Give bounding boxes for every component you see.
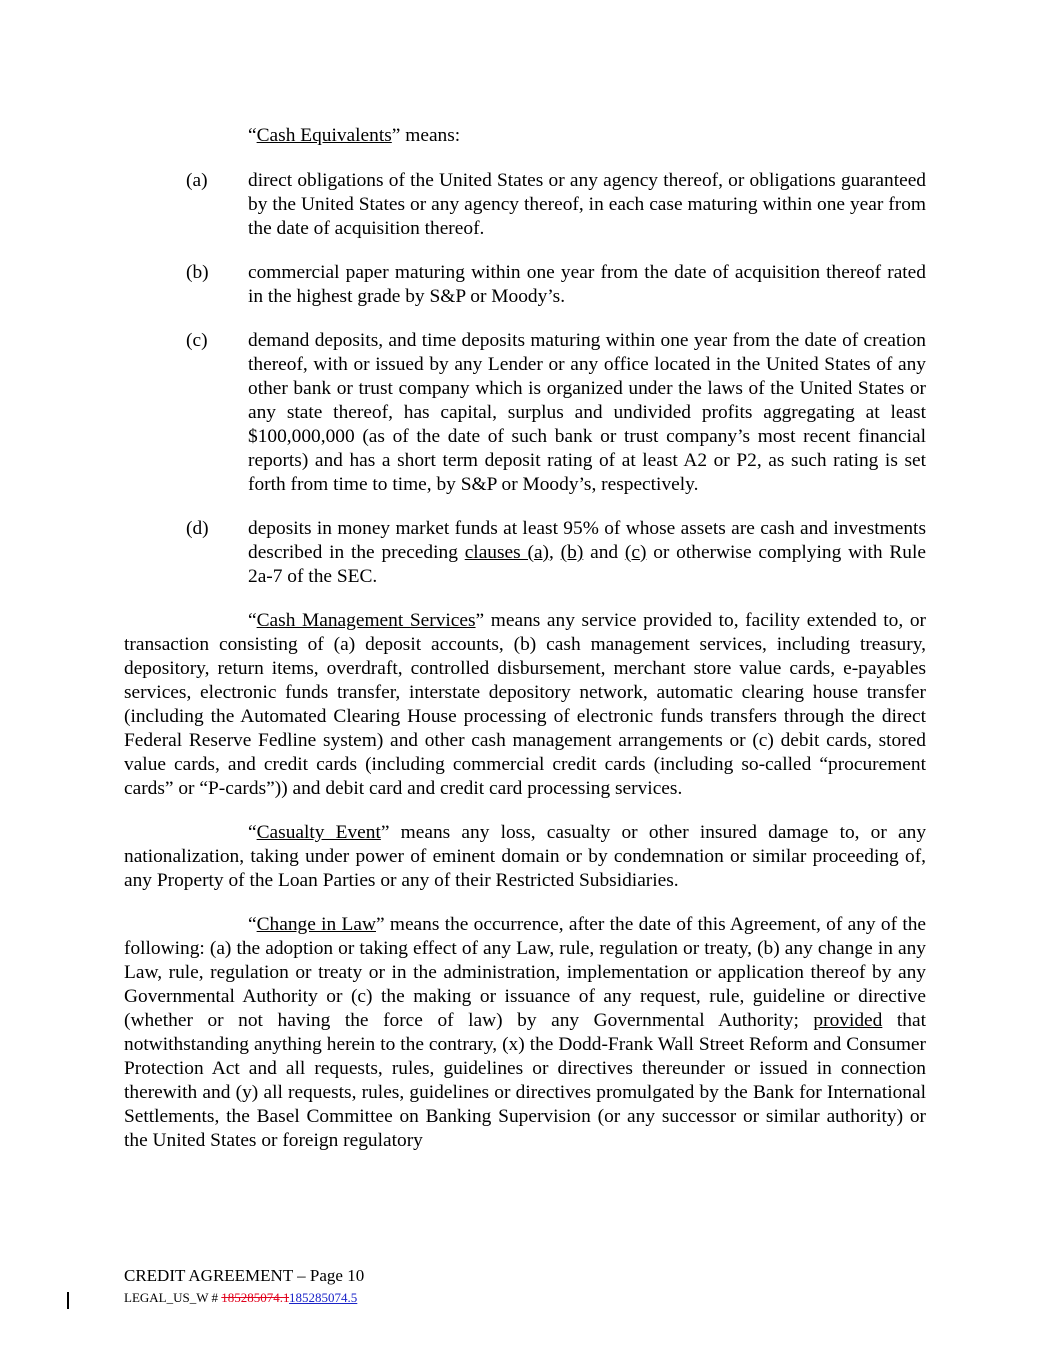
document-body — [124, 124, 926, 1173]
definition-intro: ” means: — [391, 125, 461, 146]
revision-change-bar — [67, 1292, 69, 1309]
document-id — [124, 1289, 364, 1307]
inserted-version: 185285074.5 — [289, 1290, 358, 1305]
open-quote: “ — [248, 822, 257, 843]
list-item — [124, 261, 926, 309]
open-quote: “ — [248, 914, 257, 935]
item-text: direct obligations of the United States or any agency thereof, or obligations guaranteed by the United States or any agency thereof, in each case maturing within one year from the date of acquisition thereof. — [248, 170, 926, 239]
item-label: (c) — [186, 330, 208, 351]
document-id-prefix: LEGAL_US_W # — [124, 1290, 222, 1305]
clause-reference: clauses (a) — [464, 542, 550, 563]
defined-term: Casualty Event — [256, 822, 381, 843]
item-text: deposits in money market funds at least 95% of whose assets are cash and investments described in the preceding — [248, 518, 926, 563]
item-label: (d) — [186, 518, 209, 539]
item-label: (a) — [186, 170, 208, 191]
definition-text: ” means the occurrence, after the date of this Agreement, of any of the following: (a) the adoption or taking effect of any Law, rule, regulation or treaty, (b) any change in any Law, rule, regulation or treaty or in the administration, implementation or application thereof by any Governmental Authority or (c) the making or issuance of any request, rule, guideline or directive (whether or not having the force of law) by any Governmental Authority; — [124, 914, 927, 1031]
definition-change-in-law — [124, 913, 926, 1153]
list-item — [124, 517, 926, 589]
provided-keyword: provided — [813, 1010, 883, 1031]
list-item — [124, 329, 926, 497]
definition-cash-management-services — [124, 609, 926, 801]
list-item — [124, 169, 926, 241]
definition-text: ” means any service provided to, facility extended to, or transaction consisting of (a) deposit accounts, (b) cash management services, including treasury, depository, return items, overdraft, controlled disbursement, merchant store value cards, e-payables services, electronic funds transfer, interstate depository network, automatic clearing house transfer (including the Automated Clearing House processing of electronic funds transfers through the direct Federal Reserve Fedline system) and other cash management arrangements or (c) debit cards, stored value cards, and credit cards (including commercial credit cards (including so-called “procurement cards” or “P-cards”)) and debit card and credit card processing services. — [124, 610, 926, 799]
defined-term: Cash Equivalents — [256, 125, 392, 146]
item-text: commercial paper maturing within one year from the date of acquisition thereof rated in the highest grade by S&P or Moody’s. — [248, 262, 926, 307]
definition-text-continued: that notwithstanding anything herein to the contrary, (x) the Dodd-Frank Wall Street Reform and Consumer Protection Act and all requests, rules, guidelines or directives thereunder or issued in connection therewith and (y) all requests, rules, guidelines or directives promulgated by the Bank for International Settlements, the Basel Committee on Banking Supervision (or any successor or similar authority) or the United States or foreign regulatory — [124, 1010, 926, 1151]
definition-text: ” means any loss, casualty or other insured damage to, or any nationalization, taking under power of eminent domain or by condemnation or similar proceeding of, any Property of the Loan Parties or any of their Restricted Subsidiaries. — [124, 822, 927, 891]
definition-cash-equivalents — [124, 124, 926, 148]
item-text-end: or otherwise complying with Rule 2a-7 of the SEC. — [248, 542, 926, 587]
page-footer — [124, 1265, 364, 1307]
defined-term: Change in Law — [256, 914, 376, 935]
open-quote: “ — [248, 610, 257, 631]
item-text: demand deposits, and time deposits maturing within one year from the date of creation thereof, with or issued by any Lender or any office located in the United States of any other bank or trust company which is organized under the laws of the United States or any state thereof, has capital, surplus and undivided profits aggregating at least $100,000,000 (as of the date of such bank or trust company’s most recent financial reports) and has a short term deposit rating of at least A2 or P2, as such rating is set forth from time to time, by S&P or Moody’s, respectively. — [248, 330, 926, 495]
separator: , — [549, 542, 561, 563]
page-label: CREDIT AGREEMENT – Page 10 — [124, 1266, 365, 1285]
clause-reference: (c) — [624, 542, 647, 563]
separator: and — [583, 542, 625, 563]
defined-term: Cash Management Services — [256, 610, 476, 631]
open-quote: “ — [248, 125, 257, 146]
clause-reference: (b) — [560, 542, 584, 563]
definition-casualty-event — [124, 821, 926, 893]
deleted-version: 185285074.1 — [221, 1290, 290, 1305]
item-label: (b) — [186, 262, 209, 283]
